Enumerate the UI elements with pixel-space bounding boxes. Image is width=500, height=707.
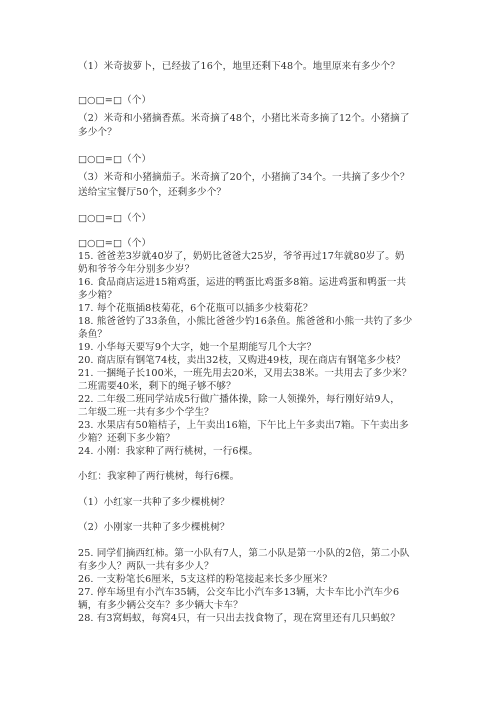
- q22-text-cont: 二年级二班一共有多少个学生？: [78, 407, 214, 418]
- q23-text-cont: 少箱？还剩下多少箱？: [78, 433, 175, 444]
- q28-text: 28. 有3窝蚂蚁，每窝4只，有一只出去找食物了，现在窝里还有几只蚂蚁？: [78, 613, 400, 624]
- q3-text-cont: 送给宝宝餐厅50个，还剩多少个？: [78, 187, 227, 198]
- q27-text: 27. 停车场里有小汽车35辆，公交车比小汽车多13辆，大卡车比小汽车少6: [78, 587, 400, 598]
- q25-text-cont: 有多少人？两队一共有多少人？: [78, 561, 214, 572]
- q18-text-cont: 条鱼？: [78, 329, 108, 340]
- q2-text-cont: 多少个？: [78, 127, 117, 138]
- q23-text: 23. 水果店有50箱桔子，上午卖出16箱，下午比上午多卖出7箱。下午卖出多: [78, 420, 409, 431]
- q25-text: 25. 同学们摘西红柿。第一小队有7人，第二小队是第一小队的2倍，第二小队: [78, 548, 410, 559]
- q20-text: 20. 商店原有钢笔74枝，卖出32枝，又购进49枝，现在商店有钢笔多少枝？: [78, 355, 406, 366]
- q16-text-cont: 多少箱？: [78, 290, 117, 301]
- q17-text: 17. 每个花瓶插8枝菊花，6个花瓶可以插多少枝菊花？: [78, 303, 313, 314]
- q21-text-cont: 二班需要40米，剩下的绳子够不够？: [78, 381, 236, 392]
- q3-answer-line-2: □○□=□（个）: [78, 238, 152, 249]
- q24-part1: （1）小红家一共种了多少棵桃树？: [78, 497, 230, 508]
- q22-text: 22. 二年级二班同学站成5行做广播体操，除一人领操外，每行刚好站9人，: [78, 394, 400, 405]
- q3-text: （3）米奇和小猪摘茄子。米奇摘了20个，小猪摘了34个。一共摘了多少个？: [78, 172, 410, 183]
- q18-text: 18. 熊爸爸钓了33条鱼，小熊比爸爸少钓16条鱼。熊爸爸和小熊一共钓了多少: [78, 316, 413, 327]
- q24-text: 24. 小刚：我家种了两行桃树，一行6棵。: [78, 446, 259, 457]
- q27-text-cont: 辆，有多少辆公交车？多少辆大卡车？: [78, 600, 243, 611]
- q16-text: 16. 食品商店运进15箱鸡蛋，运进的鸭蛋比鸡蛋多8箱。运进鸡蛋和鸭蛋一共: [78, 277, 407, 288]
- q21-text: 21. 一捆绳子长100米，一班先用去20米，又用去38米。一共用去了多少米？: [78, 368, 412, 379]
- q1-text: （1）米奇拔萝卜，已经拔了16个，地里还剩下48个。地里原来有多少个？: [78, 61, 400, 72]
- q2-answer-line: □○□=□（个）: [78, 154, 152, 165]
- q15-text-cont: 奶和爷爷今年分别多少岁？: [78, 264, 195, 275]
- q24-xiaohong: 小红：我家种了两行桃树，每行6棵。: [78, 471, 240, 482]
- q3-answer-line: □○□=□（个）: [78, 213, 152, 224]
- q15-text: 15. 爸爸差3岁就40岁了，奶奶比爸爸大25岁，爷爷再过17年就80岁了。奶: [78, 251, 405, 262]
- q24-part2: （2）小刚家一共种了多少棵桃树？: [78, 522, 230, 533]
- q2-text: （2）米奇和小猪摘香蕉。米奇摘了48个，小猪比米奇多摘了12个。小猪摘了: [78, 113, 410, 124]
- q19-text: 19. 小华每天要写9个大字，她一个星期能写几个大字？: [78, 342, 317, 353]
- q26-text: 26. 一支粉笔长6厘米，5支这样的粉笔接起来长多少厘米？: [78, 574, 333, 585]
- q1-answer-line: □○□=□（个）: [78, 95, 152, 106]
